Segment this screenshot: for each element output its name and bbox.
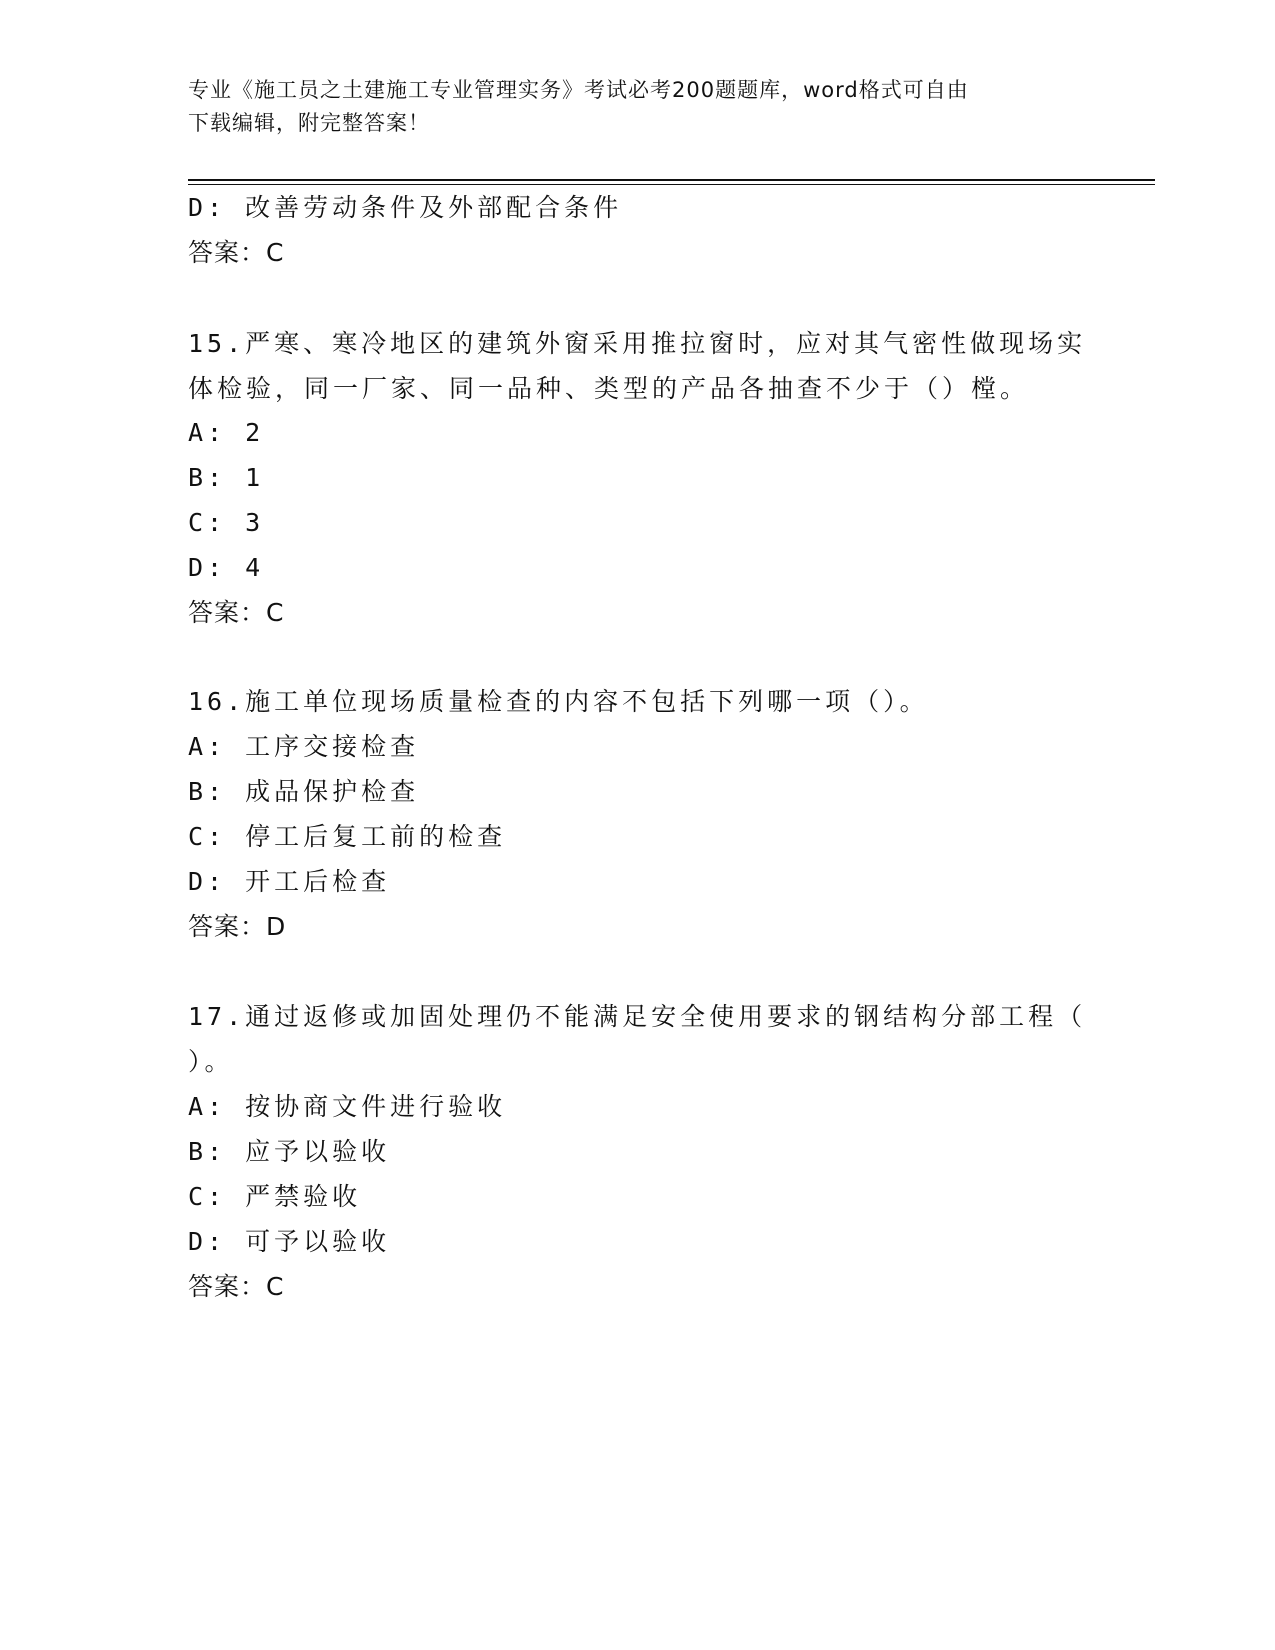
q15-option-a: A: 2 — [188, 418, 265, 447]
q17-text-line-2: ）。 — [188, 1047, 234, 1076]
q15-option-d: D: 4 — [188, 553, 265, 582]
q17-option-b: B: 应予以验收 — [188, 1137, 391, 1166]
header-line-1: 专业《施工员之土建施工专业管理实务》考试必考200题题库，word格式可自由 — [188, 78, 969, 102]
q17-answer: 答案：C — [188, 1272, 285, 1301]
prev-answer: 答案：C — [188, 238, 285, 267]
q17-text-line-1: 17.通过返修或加固处理仍不能满足安全使用要求的钢结构分部工程（ — [188, 1002, 1087, 1031]
header-line-2: 下载编辑，附完整答案！ — [188, 111, 430, 135]
q15-answer: 答案：C — [188, 598, 285, 627]
q17-option-d: D: 可予以验收 — [188, 1227, 391, 1256]
q16-option-b: B: 成品保护检查 — [188, 777, 420, 806]
q17-option-c: C: 严禁验收 — [188, 1182, 362, 1211]
q16-option-d: D: 开工后检查 — [188, 867, 391, 896]
header-divider-thick — [188, 179, 1155, 181]
page-header — [188, 74, 1078, 140]
q17-option-a: A: 按协商文件进行验收 — [188, 1092, 507, 1121]
q15-option-c: C: 3 — [188, 508, 265, 537]
q15-text-line-2: 体检验，同一厂家、同一品种、类型的产品各抽查不少于（）樘。 — [188, 374, 1030, 403]
header-divider-thin — [188, 184, 1155, 185]
q16-option-c: C: 停工后复工前的检查 — [188, 822, 507, 851]
prev-option-d: D: 改善劳动条件及外部配合条件 — [188, 193, 623, 222]
q15-text-line-1: 15.严寒、寒冷地区的建筑外窗采用推拉窗时，应对其气密性做现场实 — [188, 329, 1087, 358]
q16-text-line-1: 16.施工单位现场质量检查的内容不包括下列哪一项（）。 — [188, 687, 929, 716]
q16-option-a: A: 工序交接检查 — [188, 732, 420, 761]
q15-option-b: B: 1 — [188, 463, 265, 492]
q16-answer: 答案：D — [188, 912, 287, 941]
